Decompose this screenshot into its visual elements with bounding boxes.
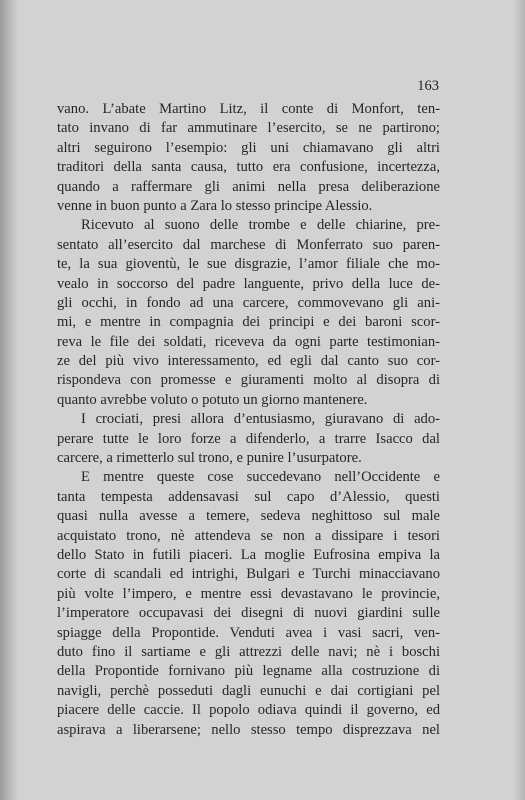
page-number: 163 xyxy=(417,78,439,94)
text-line: vealo in soccorso del padre languente, privo della luce de- xyxy=(57,275,440,292)
text-line: traditori della santa causa, tutto era confusione, incertezza, xyxy=(57,159,440,176)
text-line: mi, e mentre in compagnia dei principi e dei baroni scor- xyxy=(57,314,440,331)
text-line: duto fino il sartiame e gli attrezzi delle navi; nè i boschi xyxy=(57,643,440,660)
text-line: quasi nulla avesse a temere, sedeva neghittoso sul male xyxy=(57,508,440,525)
text-line: sentato all’esercito dal marchese di Monferrato suo paren- xyxy=(57,236,440,253)
page-edge-shadow-left xyxy=(0,0,18,800)
text-line: I crociati, presi allora d’entusiasmo, giuravano di ado- xyxy=(81,411,440,428)
text-line: quanto avrebbe voluto o potuto un giorno mantenere. xyxy=(57,391,368,408)
text-line: navigli, perchè posseduti dagli eunuchi e dai cortigiani pel xyxy=(57,682,440,699)
text-line: altri seguirono l’esempio: gli uni chiamavano gli altri xyxy=(57,139,440,156)
text-line: acquistato trono, nè attendeva se non a dissipare i tesori xyxy=(57,527,440,544)
text-line: carcere, a rimetterlo sul trono, e punire l’usurpatore. xyxy=(57,450,362,467)
text-line: aspirava a liberarsene; nello stesso tempo disprezzava nel xyxy=(57,721,440,738)
text-line: piacere delle caccie. Il popolo odiava quindi il governo, ed xyxy=(57,702,440,719)
text-line: l’imperatore occupavasi dei disegni di nuovi giardini sulle xyxy=(57,605,440,622)
text-line: spiagge della Propontide. Venduti avea i vasi sacri, ven- xyxy=(57,624,440,641)
text-line: dello Stato in futili piaceri. La moglie Eufrosina empiva la xyxy=(57,546,440,563)
text-line: E mentre queste cose succedevano nell’Occidente e xyxy=(81,469,440,486)
text-line: più volte l’impero, e mentre essi devastavano le provincie, xyxy=(57,585,440,602)
body-text xyxy=(57,100,440,740)
paragraph xyxy=(57,468,440,739)
text-line: Ricevuto al suono delle trombe e delle chiarine, pre- xyxy=(81,217,440,234)
paragraph xyxy=(57,216,440,410)
text-line: venne in buon punto a Zara lo stesso principe Alessio. xyxy=(57,197,373,214)
text-line: vano. L’abate Martino Litz, il conte di Monfort, ten- xyxy=(57,101,440,117)
text-line: te, la sua gioventù, le sue disgrazie, l’amor filiale che mo- xyxy=(57,256,440,273)
text-line: corte di scandali ed intrighi, Bulgari e Turchi minacciavano xyxy=(57,566,440,583)
page-edge-shadow-right xyxy=(513,0,525,800)
text-line: quando a raffermare gli animi nella presa deliberazione xyxy=(57,178,440,195)
text-line: della Propontide fornivano più legname alla costruzione di xyxy=(57,663,440,680)
text-line: tanta tempesta addensavasi sul capo d’Alessio, questi xyxy=(57,488,440,505)
text-line: ze del più vivo interessamento, ed egli dal canto suo cor- xyxy=(57,353,440,370)
paragraph xyxy=(57,100,440,216)
text-line: gli occhi, in fondo ad una carcere, commovevano gli ani- xyxy=(57,294,440,311)
text-line: perare tutte le loro forze a difenderlo, a trarre Isacco dal xyxy=(57,430,440,447)
text-line: tato invano di far ammutinare l’esercito, se ne partirono; xyxy=(57,120,440,137)
text-line: rispondeva con promesse e giuramenti molto al disopra di xyxy=(57,372,440,389)
paragraph xyxy=(57,410,440,468)
text-line: reva le file dei soldati, riceveva da ogni parte testimonian- xyxy=(57,333,440,350)
